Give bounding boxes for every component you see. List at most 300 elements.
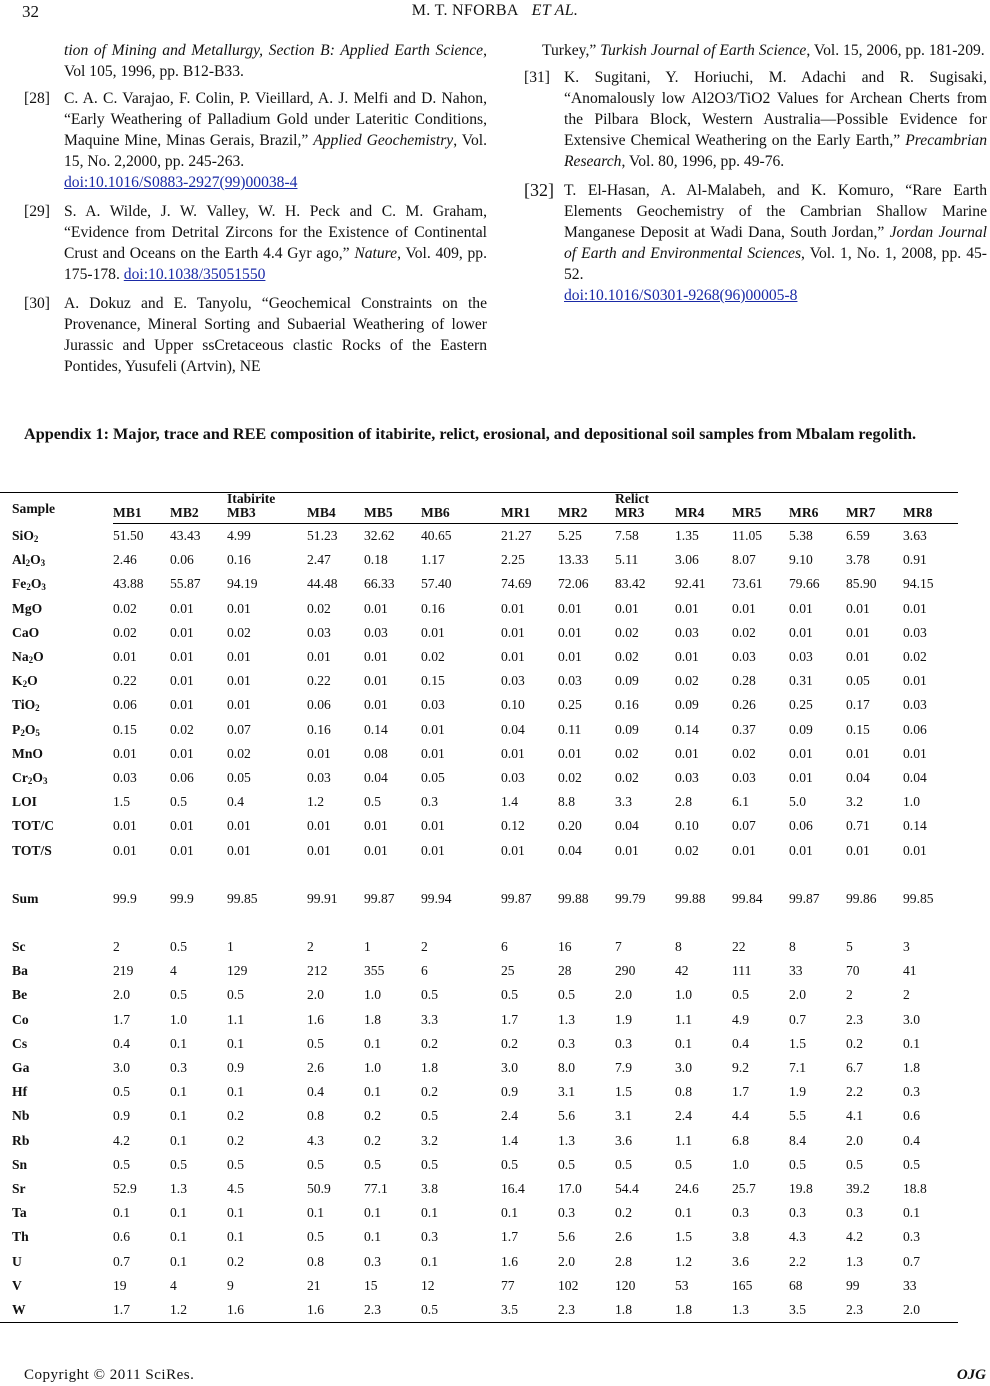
table-row [0, 1008, 958, 1032]
table-cell: 0.01 [421, 818, 445, 834]
table-cell: 1.4 [501, 794, 518, 810]
table-cell: 290 [615, 963, 636, 979]
row-label: Th [12, 1229, 29, 1245]
table-cell: 0.20 [558, 818, 582, 834]
table-cell: 52.9 [113, 1181, 137, 1197]
table-cell: 1.2 [170, 1298, 227, 1323]
table-cell: 3 [903, 939, 910, 955]
table-cell: 0.03 [501, 673, 525, 689]
table-cell: 0.3 [903, 1229, 920, 1245]
table-cell: 0.14 [364, 721, 388, 737]
table-cell: 0.1 [421, 1205, 438, 1221]
reference-journal: tion of Mining and Metallurgy, Section B: Applied Earth Science [64, 42, 484, 59]
table-cell: 1.2 [675, 1253, 692, 1269]
row-label: Be [12, 987, 28, 1003]
table-cell: 0.03 [421, 697, 445, 713]
table-cell: 77.1 [364, 1181, 388, 1197]
table-cell: 3.0 [903, 1011, 920, 1027]
table-cell: 51.23 [307, 528, 338, 543]
table-cell: 4 [170, 963, 177, 979]
table-cell: 219 [113, 963, 134, 979]
table-cell: 0.03 [501, 770, 525, 786]
reference-journal: Turkish Journal of Earth Science [600, 42, 807, 59]
table-cell: 42 [675, 963, 689, 979]
table-cell: 0.1 [421, 1253, 438, 1269]
table-cell: 1.6 [227, 1298, 307, 1323]
table-cell: 17.0 [558, 1181, 582, 1197]
table-cell: 0.04 [846, 770, 870, 786]
row-label: $Al_2O_3$ [12, 552, 46, 569]
table-cell: 2 [903, 987, 910, 1003]
table-row [0, 1032, 958, 1056]
table-row [0, 1201, 958, 1225]
table-cell: 0.71 [846, 818, 870, 834]
row-label: LOI [12, 794, 37, 810]
reference-journal: Applied Geochemistry [313, 132, 454, 149]
table-cell: 0.1 [113, 1205, 130, 1221]
table-cell: 73.61 [732, 576, 763, 592]
doi-link[interactable]: doi:10.1016/S0883-2927(99)00038-4 [64, 174, 298, 191]
table-cell: 0.02 [615, 649, 639, 665]
table-cell: 0.1 [307, 1205, 324, 1221]
column-header: MR1 [501, 504, 558, 524]
table-cell: 85.90 [846, 576, 877, 592]
table-cell: 165 [732, 1277, 753, 1293]
table-cell: 1.5 [675, 1229, 692, 1245]
row-label: Sr [12, 1181, 26, 1197]
table-cell: 0.06 [903, 721, 927, 737]
table-cell: 0.01 [364, 600, 388, 616]
table-cell: 2.3 [558, 1298, 615, 1323]
table-cell: 6 [421, 963, 428, 979]
table-cell: 0.02 [227, 745, 251, 761]
row-label: Hf [12, 1084, 28, 1100]
table-cell: 2.47 [307, 552, 331, 568]
table-cell: 32.62 [364, 528, 395, 543]
table-cell: 1.3 [732, 1298, 789, 1323]
table-cell: 0.3 [789, 1205, 806, 1221]
table-cell: 0.10 [675, 818, 699, 834]
table-row [0, 718, 958, 742]
table-cell: 3.8 [421, 1181, 438, 1197]
table-cell: 0.5 [170, 939, 187, 955]
column-header: MB4 [307, 504, 364, 524]
table-cell: 0.01 [170, 624, 194, 640]
reference-28 [24, 88, 487, 193]
table-cell: 0.1 [227, 1229, 244, 1245]
table-cell: 3.5 [501, 1298, 558, 1323]
table-cell: 0.14 [675, 721, 699, 737]
table-row [0, 1274, 958, 1298]
row-label: SiO$_2$ [12, 527, 39, 544]
table-cell: 3.8 [732, 1229, 749, 1245]
table-cell: 0.08 [364, 745, 388, 761]
appendix-caption: Appendix 1: Major, trace and REE composition of itabirite, relict, erosional, and depositional soil samples from Mbalam regolith. [24, 425, 917, 443]
table-cell: 0.01 [846, 624, 870, 640]
table-cell: 0.5 [846, 1156, 863, 1172]
table-cell: 0.03 [558, 673, 582, 689]
table-cell: 0.01 [789, 770, 813, 786]
reference-32 [524, 180, 987, 306]
reference-tail: , Vol. 409, pp. 175-178. [64, 245, 488, 283]
table-cell: 1.3 [170, 1181, 187, 1197]
table-cell: 0.01 [615, 842, 639, 858]
table-cell: 0.1 [501, 1205, 518, 1221]
table-cell: 0.02 [113, 624, 137, 640]
table-cell: 55.87 [170, 576, 201, 592]
table-cell: 2.2 [789, 1253, 806, 1269]
table-cell: 0.01 [501, 745, 525, 761]
table-cell: 2.4 [501, 1108, 518, 1124]
table-cell: 0.03 [903, 624, 927, 640]
row-label: $Cr_2O_3$ [12, 770, 48, 787]
table-cell: 0.07 [732, 818, 756, 834]
row-label: Ga [12, 1060, 30, 1076]
table-cell: 0.6 [903, 1108, 920, 1124]
table-cell: 9.10 [789, 552, 813, 568]
row-label: Ba [12, 963, 28, 979]
table-cell: 0.02 [558, 770, 582, 786]
table-cell: 0.01 [846, 745, 870, 761]
table-cell: 19.8 [789, 1181, 813, 1197]
footer-journal-abbr: OJG [956, 1367, 986, 1383]
table-cell: 0.01 [501, 649, 525, 665]
table-cell: 0.01 [364, 842, 388, 858]
table-cell: 0.01 [501, 624, 525, 640]
table-cell: 0.01 [364, 697, 388, 713]
table-row [0, 1177, 958, 1201]
row-label: Ta [12, 1205, 27, 1221]
table-cell: 1.4 [501, 1132, 518, 1148]
table-cell: 0.02 [675, 842, 699, 858]
table-cell: 0.5 [558, 987, 575, 1003]
table-cell: 0.1 [364, 1229, 381, 1245]
table-cell: 0.06 [170, 770, 194, 786]
table-cell: 3.1 [558, 1084, 575, 1100]
table-cell: 2.0 [789, 987, 806, 1003]
table-cell: 1.8 [675, 1298, 732, 1323]
table-cell: 1.3 [846, 1253, 863, 1269]
row-label: MgO [12, 600, 43, 616]
table-cell: 4.3 [789, 1229, 806, 1245]
table-cell: 0.01 [113, 842, 137, 858]
table-cell: 3.63 [903, 528, 927, 543]
table-cell: 1.7 [501, 1229, 518, 1245]
table-cell: 0.01 [421, 624, 445, 640]
reference-text: C. A. C. Varajao, F. Colin, P. Vieillard, A. J. Melfi and D. Nahon, “Early Weathering of Palladium Gold under Lateritic Conditions, Maquine Mine, Minas Gerais, Brazil,” [64, 90, 487, 149]
reference-29 [24, 201, 487, 285]
table-cell: 0.15 [846, 721, 870, 737]
table-row [0, 742, 958, 766]
table-cell: 0.25 [789, 697, 813, 713]
table-cell: 0.5 [615, 1156, 632, 1172]
table-cell: 0.01 [227, 600, 251, 616]
table-cell: 1.9 [789, 1084, 806, 1100]
table-row [0, 548, 958, 572]
table-cell: 1.5 [615, 1084, 632, 1100]
table-cell: 0.02 [113, 600, 137, 616]
table-cell: 0.01 [170, 600, 194, 616]
table-cell: 0.1 [903, 1035, 920, 1051]
table-cell: 99.87 [364, 890, 395, 906]
table-cell: 0.3 [421, 794, 438, 810]
table-cell: 44.48 [307, 576, 338, 592]
table-cell: 0.5 [113, 1084, 130, 1100]
reference-text: A. Dokuz and E. Tanyolu, “Geochemical Constraints on the Provenance, Mineral Sorting and Subaerial Weathering of lower Jurassic and Upper ssCretaceous clastic Rocks of the Eastern Pontides, Yusufeli (Artvin), NE [64, 295, 487, 375]
table-cell: 0.05 [846, 673, 870, 689]
table-cell: 1.6 [307, 1298, 364, 1323]
table-cell: 0.1 [675, 1035, 692, 1051]
table-cell: 0.02 [903, 649, 927, 665]
table-cell: 0.02 [615, 624, 639, 640]
column-header: MB3 [227, 504, 307, 524]
table-cell: 0.6 [113, 1229, 130, 1245]
column-header: MR5 [732, 504, 789, 524]
table-row [0, 814, 958, 838]
table-cell: 0.03 [789, 649, 813, 665]
table-cell: 0.3 [903, 1084, 920, 1100]
doi-link[interactable]: doi:10.1016/S0301-9268(96)00005-8 [564, 287, 798, 304]
table-cell: 0.03 [307, 624, 331, 640]
references-right-column [524, 40, 987, 314]
table-cell: 3.1 [615, 1108, 632, 1124]
table-cell: 40.65 [421, 528, 452, 543]
table-cell: 102 [558, 1277, 579, 1293]
table-cell: 54.4 [615, 1181, 639, 1197]
table-cell: 0.5 [421, 1298, 501, 1323]
table-cell: 0.16 [307, 721, 331, 737]
table-cell: 9.2 [732, 1060, 749, 1076]
table-cell: 0.01 [421, 842, 445, 858]
table-cell: 70 [846, 963, 860, 979]
table-cell: 99.79 [615, 890, 646, 906]
row-label: Sc [12, 939, 26, 955]
column-header: MR8 [903, 504, 958, 524]
table-cell: 0.18 [364, 552, 388, 568]
table-cell: 99.91 [307, 890, 338, 906]
table-cell: 0.01 [846, 600, 870, 616]
table-cell: 355 [364, 963, 385, 979]
table-cell: 1.5 [113, 794, 130, 810]
table-cell: 1.9 [615, 1011, 632, 1027]
table-cell: 25 [501, 963, 515, 979]
table-cell: 0.01 [227, 697, 251, 713]
table-cell: 2 [307, 939, 314, 955]
table-cell: 0.04 [501, 721, 525, 737]
table-cell: 1.1 [675, 1132, 692, 1148]
table-cell: 2 [421, 939, 428, 955]
table-row [0, 524, 958, 549]
table-cell: 2.6 [615, 1229, 632, 1245]
row-label: Cs [12, 1035, 28, 1051]
table-cell: 0.01 [789, 600, 813, 616]
table-cell: 0.3 [615, 1035, 632, 1051]
table-cell: 0.2 [227, 1253, 244, 1269]
table-cell: 0.01 [227, 818, 251, 834]
table-cell: 4.4 [732, 1108, 749, 1124]
reference-text: S. A. Wilde, J. W. Valley, W. H. Peck and C. M. Graham, “Evidence from Detrital Zircons for the Existence of Continental Crust and Oceans on the Earth 4.4 Gyr ago,” [64, 203, 487, 262]
running-head-authors: M. T. NFORBA [411, 2, 519, 19]
table-cell: 0.01 [789, 745, 813, 761]
table-cell: 22 [732, 939, 746, 955]
table-cell: 0.5 [421, 987, 438, 1003]
table-cell: 2.25 [501, 552, 525, 568]
table-cell: 0.4 [227, 794, 244, 810]
table-row [0, 983, 958, 1007]
table-cell: 0.7 [789, 1011, 806, 1027]
table-cell: 99.9 [113, 890, 137, 906]
table-cell: 2.6 [307, 1060, 324, 1076]
table-cell: 0.14 [903, 818, 927, 834]
table-cell: 0.1 [227, 1084, 244, 1100]
doi-link[interactable]: doi:10.1038/35051550 [123, 266, 266, 283]
table-cell: 3.78 [846, 552, 870, 568]
reference-journal: Jordan Journal of Earth and Environmental Sciences [564, 224, 988, 262]
table-cell: 0.09 [789, 721, 813, 737]
table-cell: 0.26 [732, 697, 756, 713]
table-cell: 0.1 [170, 1108, 187, 1124]
table-cell: 51.50 [113, 528, 144, 543]
table-cell: 1.7 [501, 1011, 518, 1027]
table-row [0, 1104, 958, 1128]
table-cell: 7.58 [615, 528, 639, 543]
table-cell: 0.2 [364, 1132, 381, 1148]
table-cell: 0.11 [558, 721, 582, 737]
table-cell: 33 [789, 963, 803, 979]
table-cell: 0.9 [227, 1060, 244, 1076]
table-cell: 120 [615, 1277, 636, 1293]
table-cell: 5.6 [558, 1108, 575, 1124]
table-cell: 0.8 [307, 1253, 324, 1269]
table-cell: 2.8 [675, 794, 692, 810]
table-cell: 2.3 [846, 1011, 863, 1027]
row-label: Co [12, 1011, 29, 1027]
table-cell: 0.05 [227, 770, 251, 786]
table-cell: 0.02 [170, 721, 194, 737]
table-cell: 77 [501, 1277, 515, 1293]
table-cell: 99.94 [421, 890, 452, 906]
table-cell: 2.0 [307, 987, 324, 1003]
table-cell: 0.12 [501, 818, 525, 834]
table-cell: 6.59 [846, 528, 870, 543]
table-cell: 3.3 [615, 794, 632, 810]
table-cell: 0.5 [170, 794, 187, 810]
column-header: MR3 [615, 504, 675, 524]
table-cell: 0.3 [364, 1253, 381, 1269]
table-cell: 0.02 [227, 624, 251, 640]
table-cell: 0.01 [558, 624, 582, 640]
composition-table-container [0, 492, 958, 1323]
table-cell: 1.1 [227, 1011, 244, 1027]
table-cell: 0.2 [227, 1132, 244, 1148]
table-cell: 12 [421, 1277, 435, 1293]
table-cell: 0.2 [421, 1035, 438, 1051]
table-cell: 0.2 [501, 1035, 518, 1051]
table-cell: 5 [846, 939, 853, 955]
table-cell: 1 [364, 939, 371, 955]
table-cell: 0.1 [170, 1205, 187, 1221]
table-cell: 0.4 [307, 1084, 324, 1100]
row-label: TOT/S [12, 842, 52, 858]
table-cell: 99.85 [903, 890, 934, 906]
page-number: 32 [22, 2, 39, 21]
table-cell: 72.06 [558, 576, 589, 592]
table-cell: 74.69 [501, 576, 532, 592]
table-cell: 0.2 [846, 1035, 863, 1051]
table-cell: 16.4 [501, 1181, 525, 1197]
table-cell: 0.8 [675, 1084, 692, 1100]
reference-number: [29] [24, 203, 50, 220]
table-cell: 6.7 [846, 1060, 863, 1076]
table-cell: 8 [789, 939, 796, 955]
table-cell: 0.3 [421, 1229, 438, 1245]
table-cell: 3.2 [421, 1132, 438, 1148]
table-cell: 21.27 [501, 528, 532, 543]
table-cell: 94.19 [227, 576, 258, 592]
table-row [0, 1250, 958, 1274]
table-cell: 83.42 [615, 576, 646, 592]
table-row [0, 790, 958, 814]
row-label: W [0, 1298, 113, 1323]
table-cell: 11.05 [732, 528, 763, 543]
table-cell: 1.0 [903, 794, 920, 810]
group-header-itabirite: Itabirite [227, 491, 276, 506]
table-cell: 28 [558, 963, 572, 979]
table-cell: 0.01 [227, 649, 251, 665]
table-row [0, 645, 958, 669]
table-cell: 6.8 [732, 1132, 749, 1148]
running-head [0, 2, 990, 20]
table-cell: 0.16 [421, 600, 445, 616]
table-cell: 0.01 [364, 818, 388, 834]
running-head-etal: ET AL. [531, 2, 579, 19]
column-header: MR7 [846, 504, 903, 524]
table-cell: 0.2 [364, 1108, 381, 1124]
table-cell: 0.01 [170, 697, 194, 713]
table-cell: 57.40 [421, 576, 452, 592]
table-row [0, 669, 958, 693]
table-cell: 0.2 [227, 1108, 244, 1124]
table-cell: 0.01 [421, 745, 445, 761]
table-cell: 0.01 [307, 818, 331, 834]
table-cell: 1.8 [903, 1060, 920, 1076]
table-cell: 0.01 [113, 818, 137, 834]
row-label: MnO [12, 745, 43, 761]
table-cell: 0.01 [227, 673, 251, 689]
table-cell: 13.33 [558, 552, 589, 568]
table-cell: 8.0 [558, 1060, 575, 1076]
table-cell: 0.5 [227, 987, 244, 1003]
table-cell: 4.99 [227, 528, 251, 543]
table-cell: 0.15 [113, 721, 137, 737]
table-cell: 0.1 [170, 1132, 187, 1148]
table-cell: 0.01 [307, 842, 331, 858]
table-cell: 0.5 [903, 1156, 920, 1172]
table-cell: 0.5 [364, 794, 381, 810]
table-cell: 94.15 [903, 576, 934, 592]
table-cell: 1.0 [170, 1011, 187, 1027]
table-cell: 0.06 [307, 697, 331, 713]
table-cell: 0.1 [903, 1205, 920, 1221]
reference-number: [28] [24, 90, 50, 107]
reference-tail: , Vol. 80, 1996, pp. 49-76. [621, 153, 785, 170]
table-cell: 19 [113, 1277, 127, 1293]
table-cell: 5.11 [615, 552, 639, 568]
table-group-header-row [0, 493, 958, 505]
table-cell: 4.2 [846, 1229, 863, 1245]
table-cell: 0.4 [113, 1035, 130, 1051]
table-cell: 0.01 [501, 842, 525, 858]
